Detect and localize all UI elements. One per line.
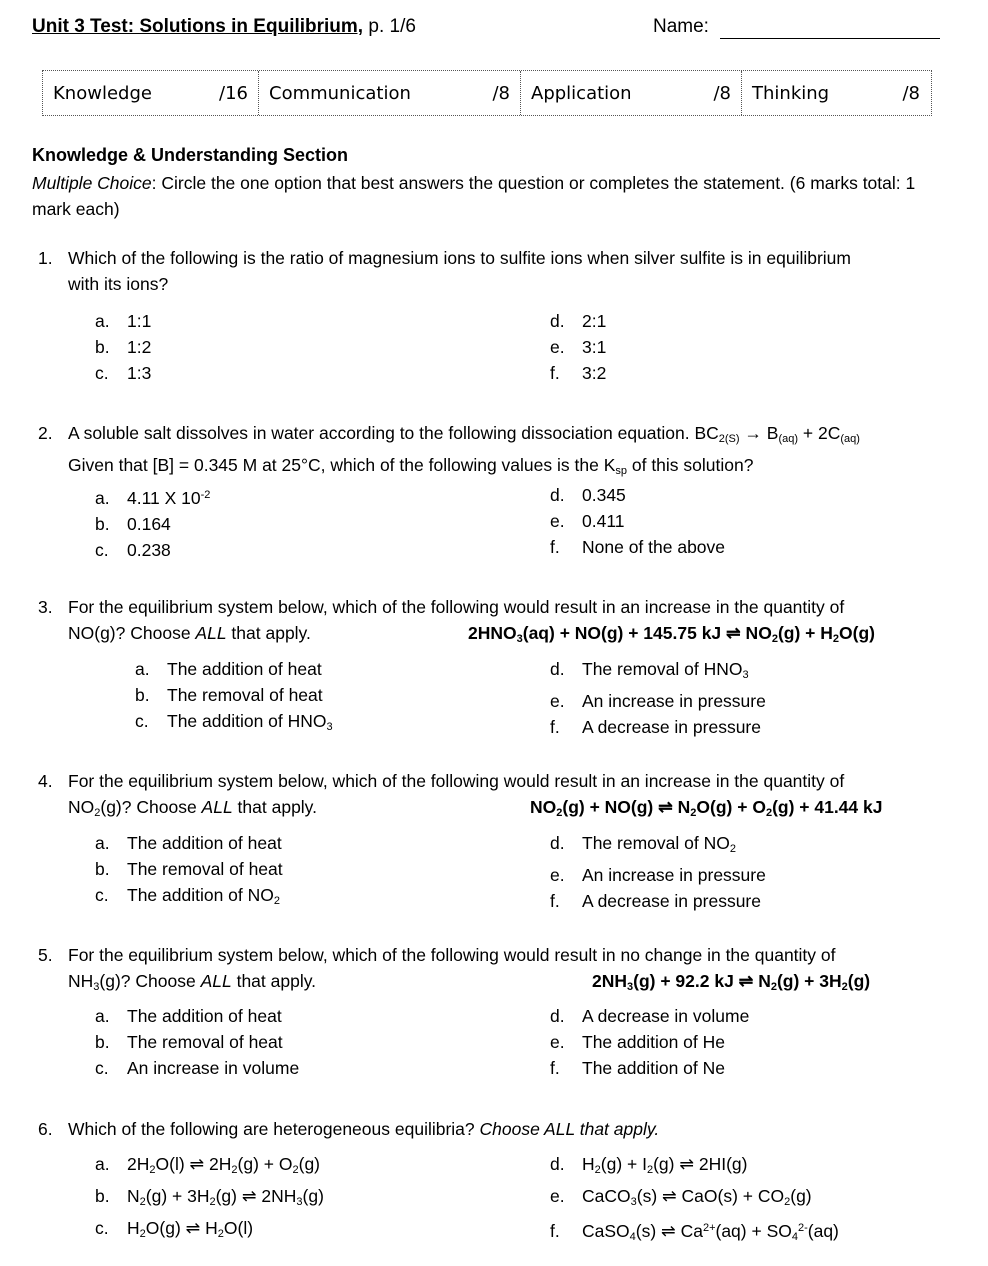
question-6-options-left — [95, 1151, 324, 1247]
question-6-text: Which of the following are heterogeneous equilibria? Choose ALL that apply. — [68, 1119, 660, 1139]
question-1-options-right — [550, 308, 606, 386]
question-5-options-right — [550, 1003, 749, 1081]
question-4-text: For the equilibrium system below, which of the following would result in an increase in the quantity of $NO_2(g)$? Choose ALL that apply. — [68, 771, 845, 819]
option-1e[interactable]: e. 3:1 — [550, 337, 607, 357]
option-6d[interactable]: d. $H_2(g) + I_2(g)$ ⇌ 2HI(g) — [550, 1154, 748, 1176]
question-3-options-left — [135, 656, 333, 740]
marks-cell-thinking: Thinking /8 — [752, 82, 920, 104]
marks-cell-knowledge: Knowledge /16 — [43, 71, 259, 115]
option-4e[interactable]: e. An increase in pressure — [550, 865, 766, 885]
option-5e[interactable]: e. The addition of He — [550, 1032, 726, 1052]
option-5a[interactable]: a. The addition of heat — [95, 1006, 282, 1026]
question-3-options-right — [550, 656, 766, 740]
question-5-text: For the equilibrium system below, which of the following would result in no change in the quantity of $NH_3(g)$? Choose ALL that apply. — [68, 945, 836, 993]
option-1d[interactable]: d. 2:1 — [550, 311, 607, 331]
option-3f[interactable]: f. A decrease in pressure — [550, 717, 761, 737]
question-1-options-left — [95, 308, 151, 386]
option-4a[interactable]: a. The addition of heat — [95, 833, 282, 853]
option-3b[interactable]: b. The removal of heat — [135, 685, 323, 705]
option-5d[interactable]: d. A decrease in volume — [550, 1006, 750, 1026]
option-5f[interactable]: f. The addition of Ne — [550, 1058, 726, 1078]
marks-cell-application: Application /8 — [521, 71, 742, 115]
option-6b[interactable]: b. $N_2(g) + 3H_2(g)$ ⇌ $2NH_3(g)$ — [95, 1186, 324, 1208]
option-6c[interactable]: c. $H_2O(g)$ ⇌ $H_2O(l)$ — [95, 1218, 254, 1240]
question-1-number: 1. — [38, 248, 53, 268]
section-instruction: Multiple Choice: Circle the one option that best answers the question or completes the statement. (6 marks total: 1 mark each) — [32, 173, 916, 219]
section-title: Knowledge & Understanding Section — [32, 145, 349, 165]
question-2-number: 2. — [38, 423, 53, 443]
name-field[interactable] — [720, 38, 940, 39]
option-4f[interactable]: f. A decrease in pressure — [550, 891, 761, 911]
option-2a[interactable]: a. 4.11 X $10^{-2}$ — [95, 488, 211, 508]
option-1c[interactable]: c. 1:3 — [95, 363, 152, 383]
question-4-number: 4. — [38, 771, 53, 791]
question-5-equation: $2NH_3(g) + 92.2$ kJ ⇌ $N_2(g) + 3H_2(g)$ — [592, 971, 871, 993]
question-4-options-right — [550, 830, 766, 914]
option-3d[interactable]: d. The removal of $HNO_3$ — [550, 659, 749, 681]
question-2-options-right — [550, 482, 725, 560]
option-2b[interactable]: b. 0.164 — [95, 514, 171, 534]
question-1-text: Which of the following is the ratio of magnesium ions to sulfite ions when silver sulfite is in equilibrium with its ions? — [68, 248, 851, 294]
option-6f[interactable]: f. CaSO$_4$(s) ⇌ $Ca^{2+}(aq) + SO_4^{2-}(aq)$ — [550, 1221, 839, 1243]
question-6-options-right — [550, 1151, 839, 1250]
marks-cell-communication: Communication /8 — [259, 71, 521, 115]
option-2d[interactable]: d. 0.345 — [550, 485, 626, 505]
question-2-options-left — [95, 482, 210, 563]
question-5-options-left — [95, 1003, 299, 1081]
option-1b[interactable]: b. 1:2 — [95, 337, 152, 357]
question-3-number: 3. — [38, 597, 53, 617]
option-2e[interactable]: e. 0.411 — [550, 511, 625, 531]
option-4d[interactable]: d. The removal of $NO_2$ — [550, 833, 736, 855]
marks-table — [42, 70, 932, 116]
name-label: Name: — [653, 16, 709, 37]
option-4b[interactable]: b. The removal of heat — [95, 859, 283, 879]
test-title: Unit 3 Test: Solutions in Equilibrium, p. 1/6 — [32, 16, 416, 37]
question-3-text: For the equilibrium system below, which of the following would result in an increase in the quantity of NO(g)? Choose ALL that apply. — [68, 597, 845, 643]
question-4-equation: $NO_2(g) + NO(g)$ ⇌ $N_2O(g) + O_2(g) + 41.44$ kJ — [530, 797, 883, 819]
option-4c[interactable]: c. The addition of $NO_2$ — [95, 885, 281, 907]
option-5c[interactable]: c. An increase in volume — [95, 1058, 300, 1078]
option-1f[interactable]: f. 3:2 — [550, 363, 607, 383]
option-2f[interactable]: f. None of the above — [550, 537, 726, 557]
option-2c[interactable]: c. 0.238 — [95, 540, 171, 560]
option-6e[interactable]: e. CaCO$_3$(s) ⇌ $CaO(s) + CO_2(g)$ — [550, 1186, 812, 1208]
option-3a[interactable]: a. The addition of heat — [135, 659, 322, 679]
option-6a[interactable]: a. $2H_2O(l)$ ⇌ $2H_2(g) + O_2(g)$ — [95, 1154, 321, 1176]
option-1a[interactable]: a. 1:1 — [95, 311, 152, 331]
question-4-options-left — [95, 830, 283, 914]
question-2-text: A soluble salt dissolves in water according to the following dissociation equation. $BC_{2(S)} \to B_{(aq)} + 2C_{(aq)}$ Given that [B] = 0.345 M at 25°C, which of the following values is the $K_{sp}$ of this solution? — [68, 423, 860, 477]
question-5-number: 5. — [38, 945, 53, 965]
option-3e[interactable]: e. An increase in pressure — [550, 691, 766, 711]
question-3-equation: $2HNO_3(aq) + NO(g) + 145.75$ kJ ⇌ $NO_2(g) + H_2O(g)$ — [468, 623, 875, 645]
option-3c[interactable]: c. The addition of $HNO_3$ — [135, 711, 333, 733]
option-5b[interactable]: b. The removal of heat — [95, 1032, 283, 1052]
question-6-number: 6. — [38, 1119, 53, 1139]
